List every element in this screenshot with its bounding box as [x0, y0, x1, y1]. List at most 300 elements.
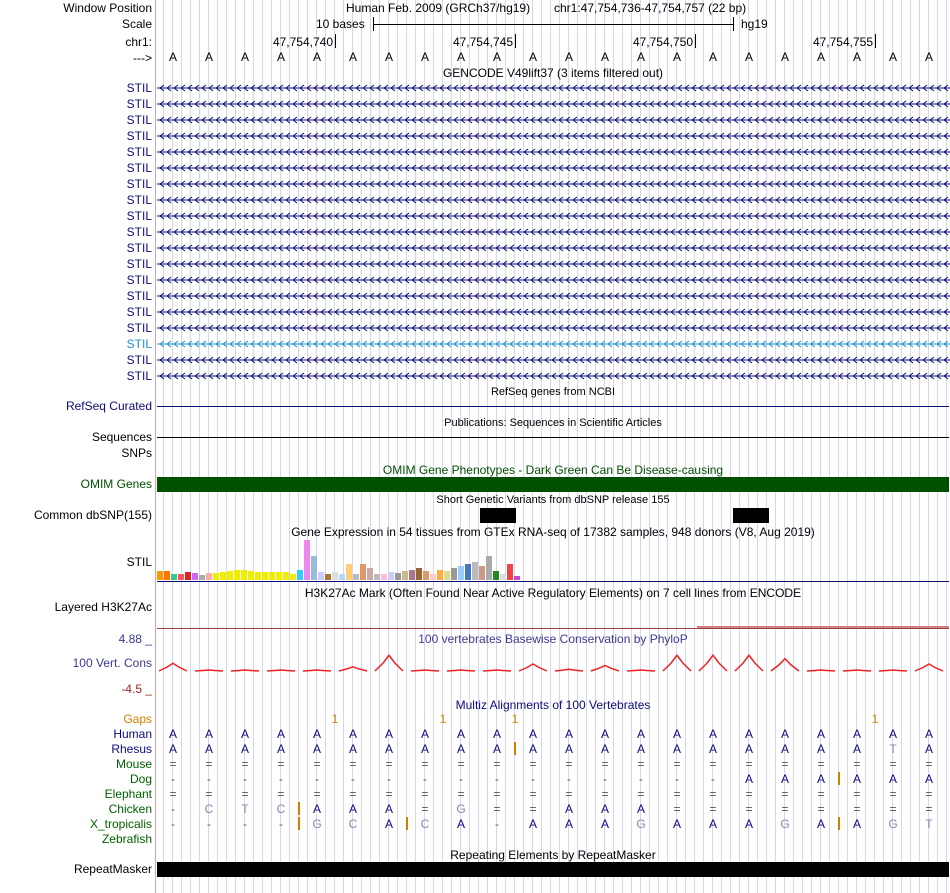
conservation-peak [627, 670, 655, 671]
aligned-base: A [420, 727, 430, 741]
species-label[interactable]: Mouse [115, 757, 152, 771]
gtex-tissue-bar[interactable] [402, 571, 408, 580]
aligned-base: = [493, 757, 501, 771]
aligned-base: G [636, 817, 646, 831]
aligned-base: = [637, 787, 645, 801]
aligned-base: - [279, 772, 283, 786]
gtex-tissue-bar[interactable] [325, 574, 331, 580]
aligned-base: = [313, 787, 321, 801]
window-position[interactable]: chr1:47,754,736-47,754,757 (22 bp) [554, 1, 747, 15]
aligned-base: A [924, 772, 934, 786]
aligned-base: = [493, 787, 501, 801]
aligned-base: = [709, 787, 717, 801]
sequence-base: A [888, 50, 898, 64]
aligned-base: = [673, 757, 681, 771]
ruler-tick [695, 34, 696, 48]
aligned-base: C [420, 817, 430, 831]
gencode-transcript-line[interactable] [156, 212, 950, 220]
aligned-base: A [312, 727, 322, 741]
repeatmasker-bar[interactable] [157, 862, 949, 877]
aligned-base: A [564, 742, 574, 756]
gtex-tissue-bar[interactable] [409, 570, 415, 580]
aligned-base: A [780, 727, 790, 741]
sequence-base: A [924, 50, 934, 64]
aligned-base: G [456, 802, 466, 816]
aligned-base: A [852, 742, 862, 756]
aligned-base: A [600, 817, 610, 831]
conservation-peak [591, 665, 619, 671]
gtex-track-title: Gene Expression in 54 tissues from GTEx RNA-seq of 17382 samples, 948 donors (V8, Aug 2019) [291, 525, 815, 539]
gencode-transcript-label[interactable]: STIL [126, 337, 152, 351]
conservation-peak [267, 670, 295, 671]
aligned-base: A [852, 817, 862, 831]
conservation-peak [231, 670, 259, 671]
multiz-track-title: Multiz Alignments of 100 Vertebrates [455, 698, 651, 712]
aligned-base: = [421, 757, 429, 771]
gtex-tissue-bar[interactable] [353, 574, 359, 580]
aligned-base: = [385, 757, 393, 771]
gencode-transcript-line[interactable] [156, 196, 950, 204]
aligned-base: A [708, 727, 718, 741]
gtex-tissue-bar[interactable] [171, 574, 177, 580]
aligned-base: A [384, 727, 394, 741]
conservation-min: -4.5 _ [121, 682, 152, 696]
aligned-base: - [459, 772, 463, 786]
sequence-base: A [672, 50, 682, 64]
aligned-base: A [204, 742, 214, 756]
gtex-tissue-bar[interactable] [388, 572, 394, 580]
repeatmasker-label[interactable]: RepeatMasker [73, 862, 152, 876]
gencode-transcript-label[interactable]: STIL [126, 161, 152, 175]
gtex-tissue-bar[interactable] [430, 574, 436, 580]
gencode-transcript-label[interactable]: STIL [126, 321, 152, 335]
publications-label[interactable]: Sequences [91, 430, 152, 444]
conservation-peak [771, 659, 799, 671]
ruler-tick [875, 34, 876, 48]
aligned-base: A [384, 817, 394, 831]
aligned-base: = [745, 802, 753, 816]
aligned-base: - [171, 802, 175, 816]
aligned-base: A [348, 802, 358, 816]
gencode-transcript-line[interactable] [156, 276, 950, 284]
aligned-base: A [564, 802, 574, 816]
omim-track-title: OMIM Gene Phenotypes - Dark Green Can Be Disease-causing [382, 463, 724, 477]
aligned-base: T [889, 742, 897, 756]
gencode-transcript-label[interactable]: STIL [126, 193, 152, 207]
gtex-tissue-bar[interactable] [423, 571, 429, 580]
gtex-tissue-bar[interactable] [248, 571, 254, 580]
gtex-tissue-bar[interactable] [514, 576, 520, 580]
h3k27ac-label[interactable]: Layered H3K27Ac [54, 600, 152, 614]
conservation-peak [735, 655, 763, 671]
gencode-transcript-line[interactable] [156, 228, 950, 236]
aligned-base: = [925, 802, 933, 816]
gtex-tissue-bar[interactable] [206, 573, 212, 580]
ruler-tick-label: 47,754,745 [452, 35, 513, 49]
gencode-transcript-line[interactable] [156, 260, 950, 268]
aligned-base: - [351, 772, 355, 786]
gtex-tissue-bar[interactable] [318, 572, 324, 580]
gtex-tissue-bar[interactable] [276, 572, 282, 580]
aligned-base: = [385, 787, 393, 801]
aligned-base: A [168, 742, 178, 756]
species-label[interactable]: Human [113, 727, 152, 741]
gtex-tissue-bar[interactable] [297, 570, 303, 580]
gtex-tissue-bar[interactable] [192, 573, 198, 580]
gencode-transcript-line[interactable] [156, 372, 950, 380]
gtex-tissue-bar[interactable] [290, 574, 296, 580]
gtex-tissue-bar[interactable] [339, 574, 345, 580]
aligned-base: - [387, 772, 391, 786]
gtex-tissue-bar[interactable] [178, 574, 184, 580]
species-label[interactable]: X_tropicalis [89, 817, 152, 831]
insertion-marker [298, 817, 300, 830]
gencode-transcript-label[interactable]: STIL [126, 129, 152, 143]
gencode-transcript-label[interactable]: STIL [126, 289, 152, 303]
refseq-label[interactable]: RefSeq Curated [65, 399, 152, 413]
gtex-tissue-bar[interactable] [220, 572, 226, 580]
aligned-base: - [495, 772, 499, 786]
gap-count: 1 [871, 712, 879, 726]
gtex-tissue-bar[interactable] [346, 564, 352, 580]
aligned-base: = [745, 787, 753, 801]
gencode-transcript-line[interactable] [156, 244, 950, 252]
gtex-tissue-bar[interactable] [213, 573, 219, 580]
aligned-base: = [781, 787, 789, 801]
aligned-base: = [349, 787, 357, 801]
aligned-base: A [528, 817, 538, 831]
gtex-tissue-bar[interactable] [444, 571, 450, 580]
aligned-base: T [925, 817, 933, 831]
aligned-base: A [744, 727, 754, 741]
scale-label: Scale [121, 17, 152, 31]
aligned-base: A [852, 727, 862, 741]
insertion-marker [838, 772, 840, 785]
aligned-base: = [529, 802, 537, 816]
aligned-base: = [241, 757, 249, 771]
gencode-transcript-label[interactable]: STIL [126, 97, 152, 111]
conservation-peak [375, 655, 403, 671]
dbsnp-label[interactable]: Common dbSNP(155) [33, 508, 152, 522]
aligned-base: - [567, 772, 571, 786]
aligned-base: = [925, 787, 933, 801]
conservation-peak [195, 670, 223, 671]
aligned-base: - [243, 817, 247, 831]
sequence-base: A [348, 50, 358, 64]
sequence-base: A [636, 50, 646, 64]
gencode-transcript-label[interactable]: STIL [126, 81, 152, 95]
aligned-base: C [276, 802, 286, 816]
gtex-tissue-bar[interactable] [262, 572, 268, 580]
sequence-base: A [816, 50, 826, 64]
aligned-base: = [421, 787, 429, 801]
gtex-tissue-bar[interactable] [234, 570, 240, 580]
gencode-transcript-line[interactable] [156, 340, 950, 348]
gtex-tissue-bar[interactable] [304, 540, 310, 580]
aligned-base: - [639, 772, 643, 786]
gtex-tissue-bar[interactable] [451, 568, 457, 580]
gtex-tissue-bar[interactable] [360, 564, 366, 580]
gtex-tissue-bar[interactable] [465, 564, 471, 580]
gencode-transcript-label[interactable]: STIL [126, 145, 152, 159]
aligned-base: = [241, 787, 249, 801]
gencode-transcript-line[interactable] [156, 308, 950, 316]
gtex-tissue-bar[interactable] [381, 574, 387, 580]
gencode-transcript-label[interactable]: STIL [126, 305, 152, 319]
aligned-base: - [207, 817, 211, 831]
sequence-base: A [204, 50, 214, 64]
gencode-transcript-label[interactable]: STIL [126, 225, 152, 239]
gencode-transcript-label[interactable]: STIL [126, 369, 152, 383]
sequence-base: A [384, 50, 394, 64]
sequence-base: A [564, 50, 574, 64]
gencode-transcript-label[interactable]: STIL [126, 273, 152, 287]
conservation-peak [303, 670, 331, 671]
aligned-base: A [708, 817, 718, 831]
gencode-transcript-line[interactable] [156, 100, 950, 108]
aligned-base: - [495, 817, 499, 831]
gencode-transcript-label[interactable]: STIL [126, 209, 152, 223]
aligned-base: - [243, 772, 247, 786]
sequence-base: A [312, 50, 322, 64]
aligned-base: = [565, 757, 573, 771]
gtex-tissue-bar[interactable] [164, 571, 170, 580]
aligned-base: = [817, 757, 825, 771]
gtex-tissue-bar[interactable] [374, 574, 380, 580]
aligned-base: T [241, 802, 249, 816]
strand-label: ---> [133, 51, 152, 65]
gtex-tissue-bar[interactable] [227, 571, 233, 580]
gtex-tissue-bar[interactable] [493, 571, 499, 580]
gtex-tissue-bar[interactable] [255, 572, 261, 580]
aligned-base: = [673, 802, 681, 816]
aligned-base: A [672, 817, 682, 831]
aligned-base: A [600, 742, 610, 756]
ruler-tick [335, 34, 336, 48]
conservation-peak [339, 667, 367, 671]
aligned-base: = [853, 802, 861, 816]
aligned-base: A [744, 772, 754, 786]
ruler-tick-label: 47,754,740 [272, 35, 333, 49]
scale-bar-right-tick [733, 17, 734, 31]
gencode-transcript-line[interactable] [156, 84, 950, 92]
publications-track-title: Publications: Sequences in Scientific Articles [444, 417, 662, 429]
aligned-base: - [531, 772, 535, 786]
aligned-base: A [744, 817, 754, 831]
aligned-base: A [528, 727, 538, 741]
h3k27ac-signal [697, 626, 949, 628]
dbsnp-variant-2[interactable] [733, 508, 769, 523]
gencode-transcript-line[interactable] [156, 292, 950, 300]
gencode-transcript-line[interactable] [156, 356, 950, 364]
refseq-track-title: RefSeq genes from NCBI [490, 386, 616, 398]
aligned-base: A [240, 727, 250, 741]
gtex-tissue-bar[interactable] [507, 564, 513, 580]
scale-bar [373, 24, 733, 25]
aligned-base: A [924, 742, 934, 756]
publications-line[interactable] [157, 437, 949, 438]
gtex-tissue-bar[interactable] [199, 575, 205, 580]
conservation-peak [447, 670, 475, 671]
aligned-base: = [421, 802, 429, 816]
aligned-base: A [312, 742, 322, 756]
aligned-base: = [637, 757, 645, 771]
aligned-base: = [205, 787, 213, 801]
aligned-base: = [781, 757, 789, 771]
aligned-base: C [348, 817, 358, 831]
gtex-tissue-bar[interactable] [269, 572, 275, 580]
gencode-transcript-label[interactable]: STIL [126, 241, 152, 255]
conservation-peak [915, 664, 943, 671]
sequence-base: A [852, 50, 862, 64]
gtex-tissue-bar[interactable] [367, 568, 373, 580]
gencode-transcript-line[interactable] [156, 148, 950, 156]
aligned-base: A [852, 772, 862, 786]
gtex-tissue-bar[interactable] [185, 572, 191, 580]
aligned-base: A [528, 742, 538, 756]
gencode-transcript-label[interactable]: STIL [126, 257, 152, 271]
species-label[interactable]: Zebrafish [101, 832, 152, 846]
assembly-name: Human Feb. 2009 (GRCh37/hg19) [346, 1, 531, 15]
aligned-base: = [169, 787, 177, 801]
gaps-label: Gaps [123, 712, 152, 726]
aligned-base: = [853, 787, 861, 801]
gtex-tissue-bar[interactable] [458, 566, 464, 580]
aligned-base: = [277, 787, 285, 801]
aligned-base: A [456, 727, 466, 741]
snps-label[interactable]: SNPs [121, 446, 152, 460]
gtex-tissue-bar[interactable] [486, 556, 492, 580]
sequence-base: A [600, 50, 610, 64]
aligned-base: A [924, 727, 934, 741]
gencode-transcript-label[interactable]: STIL [126, 113, 152, 127]
conservation-label[interactable]: 100 Vert. Cons [72, 656, 152, 670]
aligned-base: = [529, 787, 537, 801]
aligned-base: = [169, 757, 177, 771]
gencode-transcript-line[interactable] [156, 180, 950, 188]
aligned-base: = [817, 802, 825, 816]
aligned-base: A [816, 772, 826, 786]
aligned-base: = [601, 787, 609, 801]
gtex-tissue-bar[interactable] [157, 571, 163, 580]
aligned-base: A [780, 742, 790, 756]
aligned-base: A [384, 802, 394, 816]
dbsnp-variant-1[interactable] [480, 508, 516, 523]
sequence-base: A [276, 50, 286, 64]
conservation-peak [879, 670, 907, 671]
conservation-peak [843, 670, 871, 671]
aligned-base: A [420, 742, 430, 756]
conservation-max: 4.88 _ [118, 632, 152, 646]
aligned-base: A [204, 727, 214, 741]
gtex-tissue-bar[interactable] [311, 556, 317, 580]
aligned-base: = [709, 757, 717, 771]
gap-count: 1 [511, 712, 519, 726]
aligned-base: G [312, 817, 322, 831]
aligned-base: A [600, 802, 610, 816]
gap-count: 1 [331, 712, 339, 726]
gtex-tissue-bar[interactable] [500, 574, 506, 580]
aligned-base: A [384, 742, 394, 756]
sequence-base: A [456, 50, 466, 64]
aligned-base: A [636, 727, 646, 741]
gencode-transcript-label[interactable]: STIL [126, 353, 152, 367]
gencode-transcript-line[interactable] [156, 116, 950, 124]
aligned-base: A [492, 727, 502, 741]
aligned-base: A [816, 742, 826, 756]
insertion-marker [514, 742, 516, 755]
aligned-base: A [816, 817, 826, 831]
gencode-transcript-line[interactable] [156, 164, 950, 172]
gtex-label[interactable]: STIL [126, 555, 152, 569]
species-label[interactable]: Elephant [104, 787, 152, 801]
scale-text: 10 bases [316, 17, 365, 31]
species-label[interactable]: Rhesus [111, 742, 152, 756]
gtex-tissue-bar[interactable] [416, 568, 422, 580]
aligned-base: = [889, 787, 897, 801]
aligned-base: A [312, 802, 322, 816]
gtex-tissue-bar[interactable] [437, 570, 443, 580]
aligned-base: - [423, 772, 427, 786]
scale-bar-left-tick [373, 17, 374, 31]
sequence-base: A [528, 50, 538, 64]
aligned-base: A [456, 817, 466, 831]
gencode-transcript-line[interactable] [156, 132, 950, 140]
gtex-tissue-bar[interactable] [395, 573, 401, 580]
aligned-base: = [817, 787, 825, 801]
omim-label[interactable]: OMIM Genes [80, 477, 152, 491]
insertion-marker [838, 817, 840, 830]
gtex-tissue-bar[interactable] [283, 572, 289, 580]
sequence-base: A [780, 50, 790, 64]
aligned-base: = [349, 757, 357, 771]
species-label[interactable]: Dog [129, 772, 152, 786]
species-label[interactable]: Chicken [108, 802, 152, 816]
refseq-line[interactable] [157, 406, 949, 407]
gencode-transcript-label[interactable]: STIL [126, 177, 152, 191]
aligned-base: - [207, 772, 211, 786]
sequence-base: A [744, 50, 754, 64]
scale-db: hg19 [741, 17, 768, 31]
aligned-base: A [456, 742, 466, 756]
omim-bar[interactable] [157, 477, 949, 492]
aligned-base: = [853, 757, 861, 771]
gtex-tissue-bar[interactable] [472, 562, 478, 580]
aligned-base: A [276, 727, 286, 741]
conservation-track-title: 100 vertebrates Basewise Conservation by PhyloP [418, 632, 688, 646]
aligned-base: A [348, 742, 358, 756]
sequence-base: A [492, 50, 502, 64]
aligned-base: A [564, 817, 574, 831]
aligned-base: A [492, 742, 502, 756]
window-position-label: Window Position [63, 1, 152, 15]
gencode-transcript-line[interactable] [156, 324, 950, 332]
gtex-tissue-bar[interactable] [332, 572, 338, 580]
gtex-tissue-bar[interactable] [241, 570, 247, 580]
aligned-base: A [636, 742, 646, 756]
aligned-base: - [279, 817, 283, 831]
ruler-tick-label: 47,754,750 [632, 35, 693, 49]
aligned-base: A [600, 727, 610, 741]
aligned-base: A [780, 772, 790, 786]
aligned-base: - [711, 772, 715, 786]
aligned-base: = [925, 757, 933, 771]
aligned-base: = [529, 757, 537, 771]
aligned-base: = [601, 757, 609, 771]
gtex-tissue-bar[interactable] [479, 566, 485, 580]
aligned-base: = [673, 787, 681, 801]
insertion-marker [406, 817, 408, 830]
